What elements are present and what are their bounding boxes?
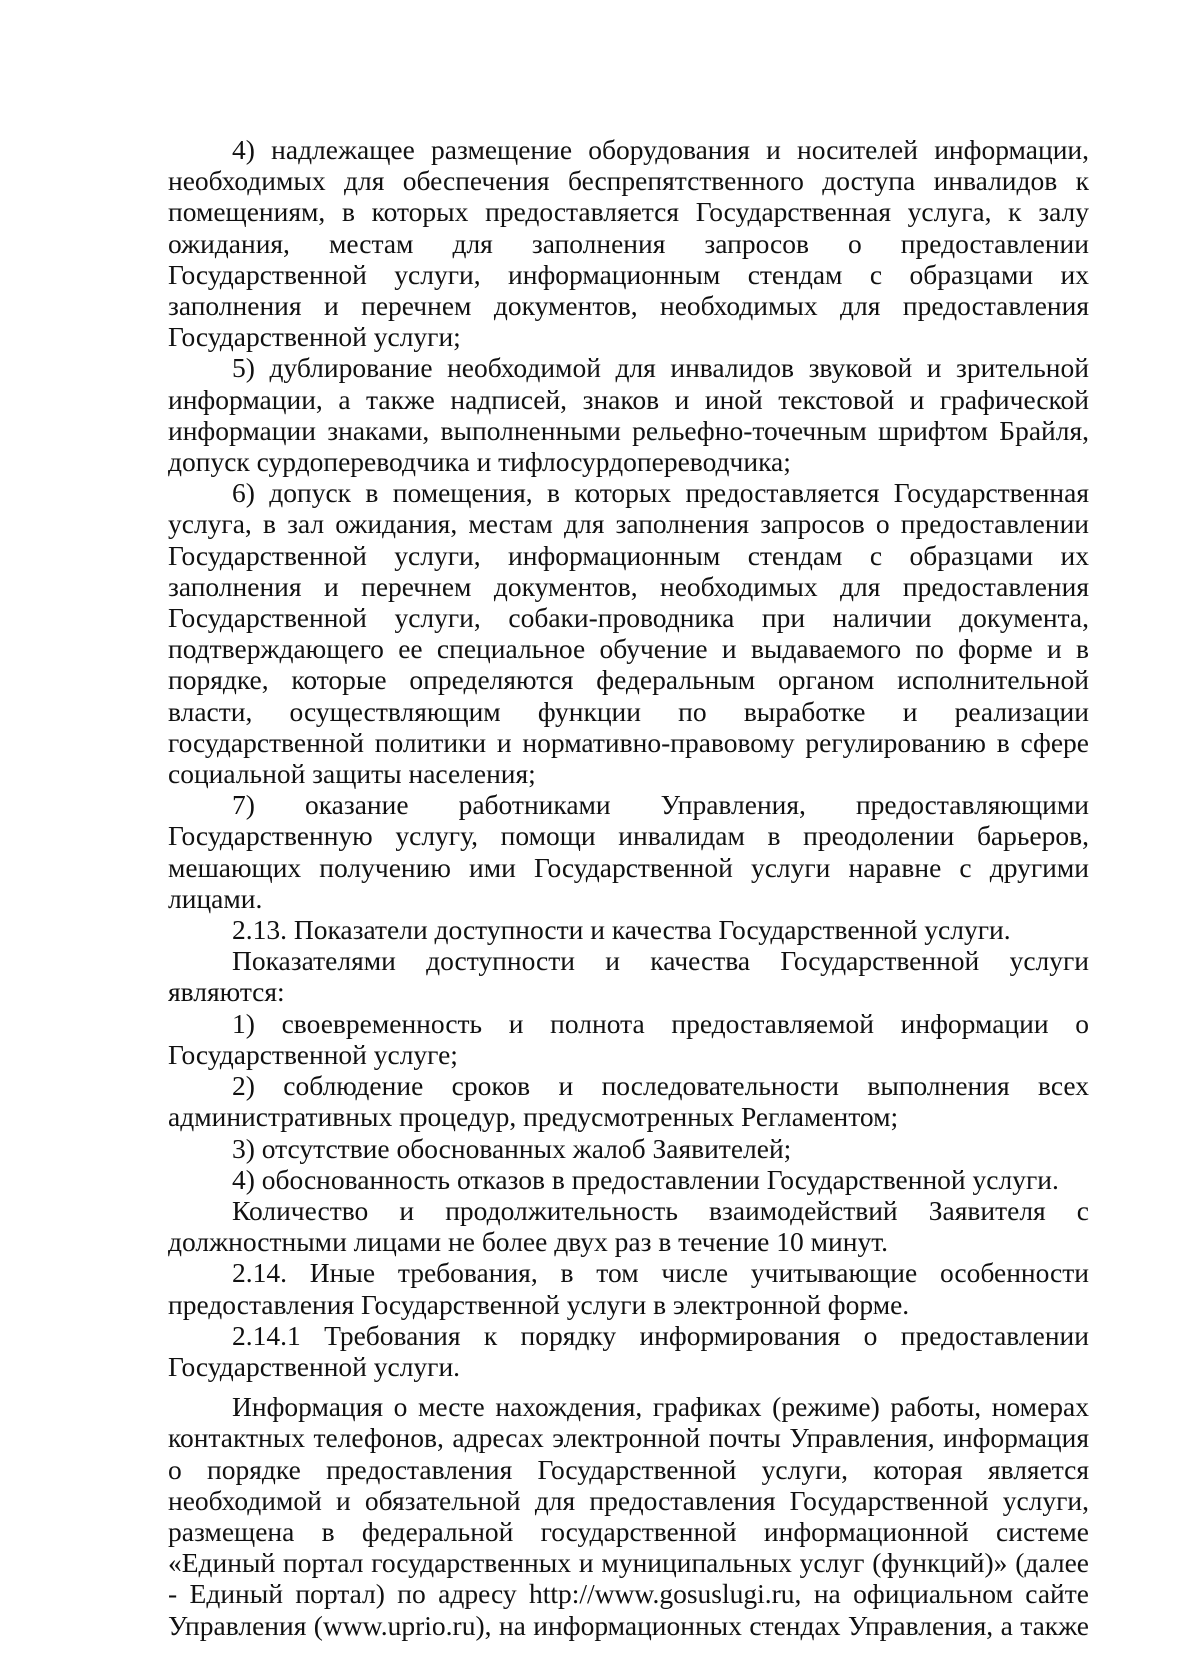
- paragraph-item-6-access: 6) допуск в помещения, в которых предоставляется Государственная услуга, в зал ожидания, местам для заполнения запросов о предоставлении Государственной услуги, информационным стендам с образцами их заполнения и перечнем документов, необходимых для предоставления Государственной услуги, собаки-проводника при наличии документа, подтверждающего ее специальное обучение и выдаваемого по форме и в порядке, которые определяются федеральным органом исполнительной власти, осуществляющим функции по выработке и реализации государственной политики и нормативно-правовому регулированию в сфере социальной защиты населения;: [168, 477, 1089, 790]
- section-2-13-heading: 2.13. Показатели доступности и качества Государственной услуги.: [232, 914, 1011, 946]
- paragraph-indicators-intro: Показателями доступности и качества Государственной услуги являются:: [168, 945, 1089, 1008]
- paragraph-indicator-1: 1) своевременность и полнота предоставляемой информации о Государственной услуге;: [168, 1007, 1089, 1070]
- document-body: [168, 134, 1089, 1641]
- paragraph-indicator-2: 2) соблюдение сроков и последовательности выполнения всех административных процедур, предусмотренных Регламентом;: [168, 1070, 1089, 1133]
- paragraph-interaction-count: Количество и продолжительность взаимодействий Заявителя с должностными лицами не более двух раз в течение 10 минут.: [168, 1194, 1089, 1258]
- paragraph-indicator-4: 4) обоснованность отказов в предоставлении Государственной услуги.: [232, 1163, 1059, 1195]
- paragraph-item-4-placement: 4) надлежащее размещение оборудования и носителей информации, необходимых для обеспечения беспрепятственного доступа инвалидов к помещениям, в которых предоставляется Государственная услуга, к залу ожидания, местам для заполнения запросов о предоставлении Государственной услуги, информационным стендам с образцами их заполнения и перечнем документов, необходимых для предоставления Государственной услуги;: [168, 134, 1089, 353]
- paragraph-indicator-3: 3) отсутствие обоснованных жалоб Заявителей;: [232, 1132, 792, 1164]
- paragraph-item-7-assistance: 7) оказание работниками Управления, предоставляющими Государственную услугу, помощи инвалидам в преодолении барьеров, мешающих получению ими Государственной услуги наравне с другими лицами.: [168, 789, 1089, 914]
- paragraph-information-location: Информация о месте нахождения, графиках (режиме) работы, номерах контактных телефонов, адресах электронной почты Управления, информация о порядке предоставления Государственной услуги, которая является необходимой и обязательной для предоставления Государственной услуги, размещена в федеральной государственной информационной системе «Единый портал государственных и муниципальных услуг (функций)» (далее - Единый портал) по адресу http://www.gosuslugi.ru, на официальном сайте Управления (www.uprio.ru), на информационных стендах Управления, а также: [168, 1391, 1089, 1641]
- section-2-14-heading: 2.14. Иные требования, в том числе учитывающие особенности предоставления Государственной услуги в электронной форме.: [168, 1257, 1089, 1320]
- paragraph-item-5-duplication: 5) дублирование необходимой для инвалидов звуковой и зрительной информации, а также надписей, знаков и иной текстовой и графической информации знаками, выполненными рельефно-точечным шрифтом Брайля, допуск сурдопереводчика и тифлосурдопереводчика;: [168, 352, 1089, 478]
- paragraph-spacer: [168, 1382, 1089, 1391]
- section-2-14-1-heading: 2.14.1 Требования к порядку информирования о предоставлении Государственной услуги.: [168, 1319, 1089, 1382]
